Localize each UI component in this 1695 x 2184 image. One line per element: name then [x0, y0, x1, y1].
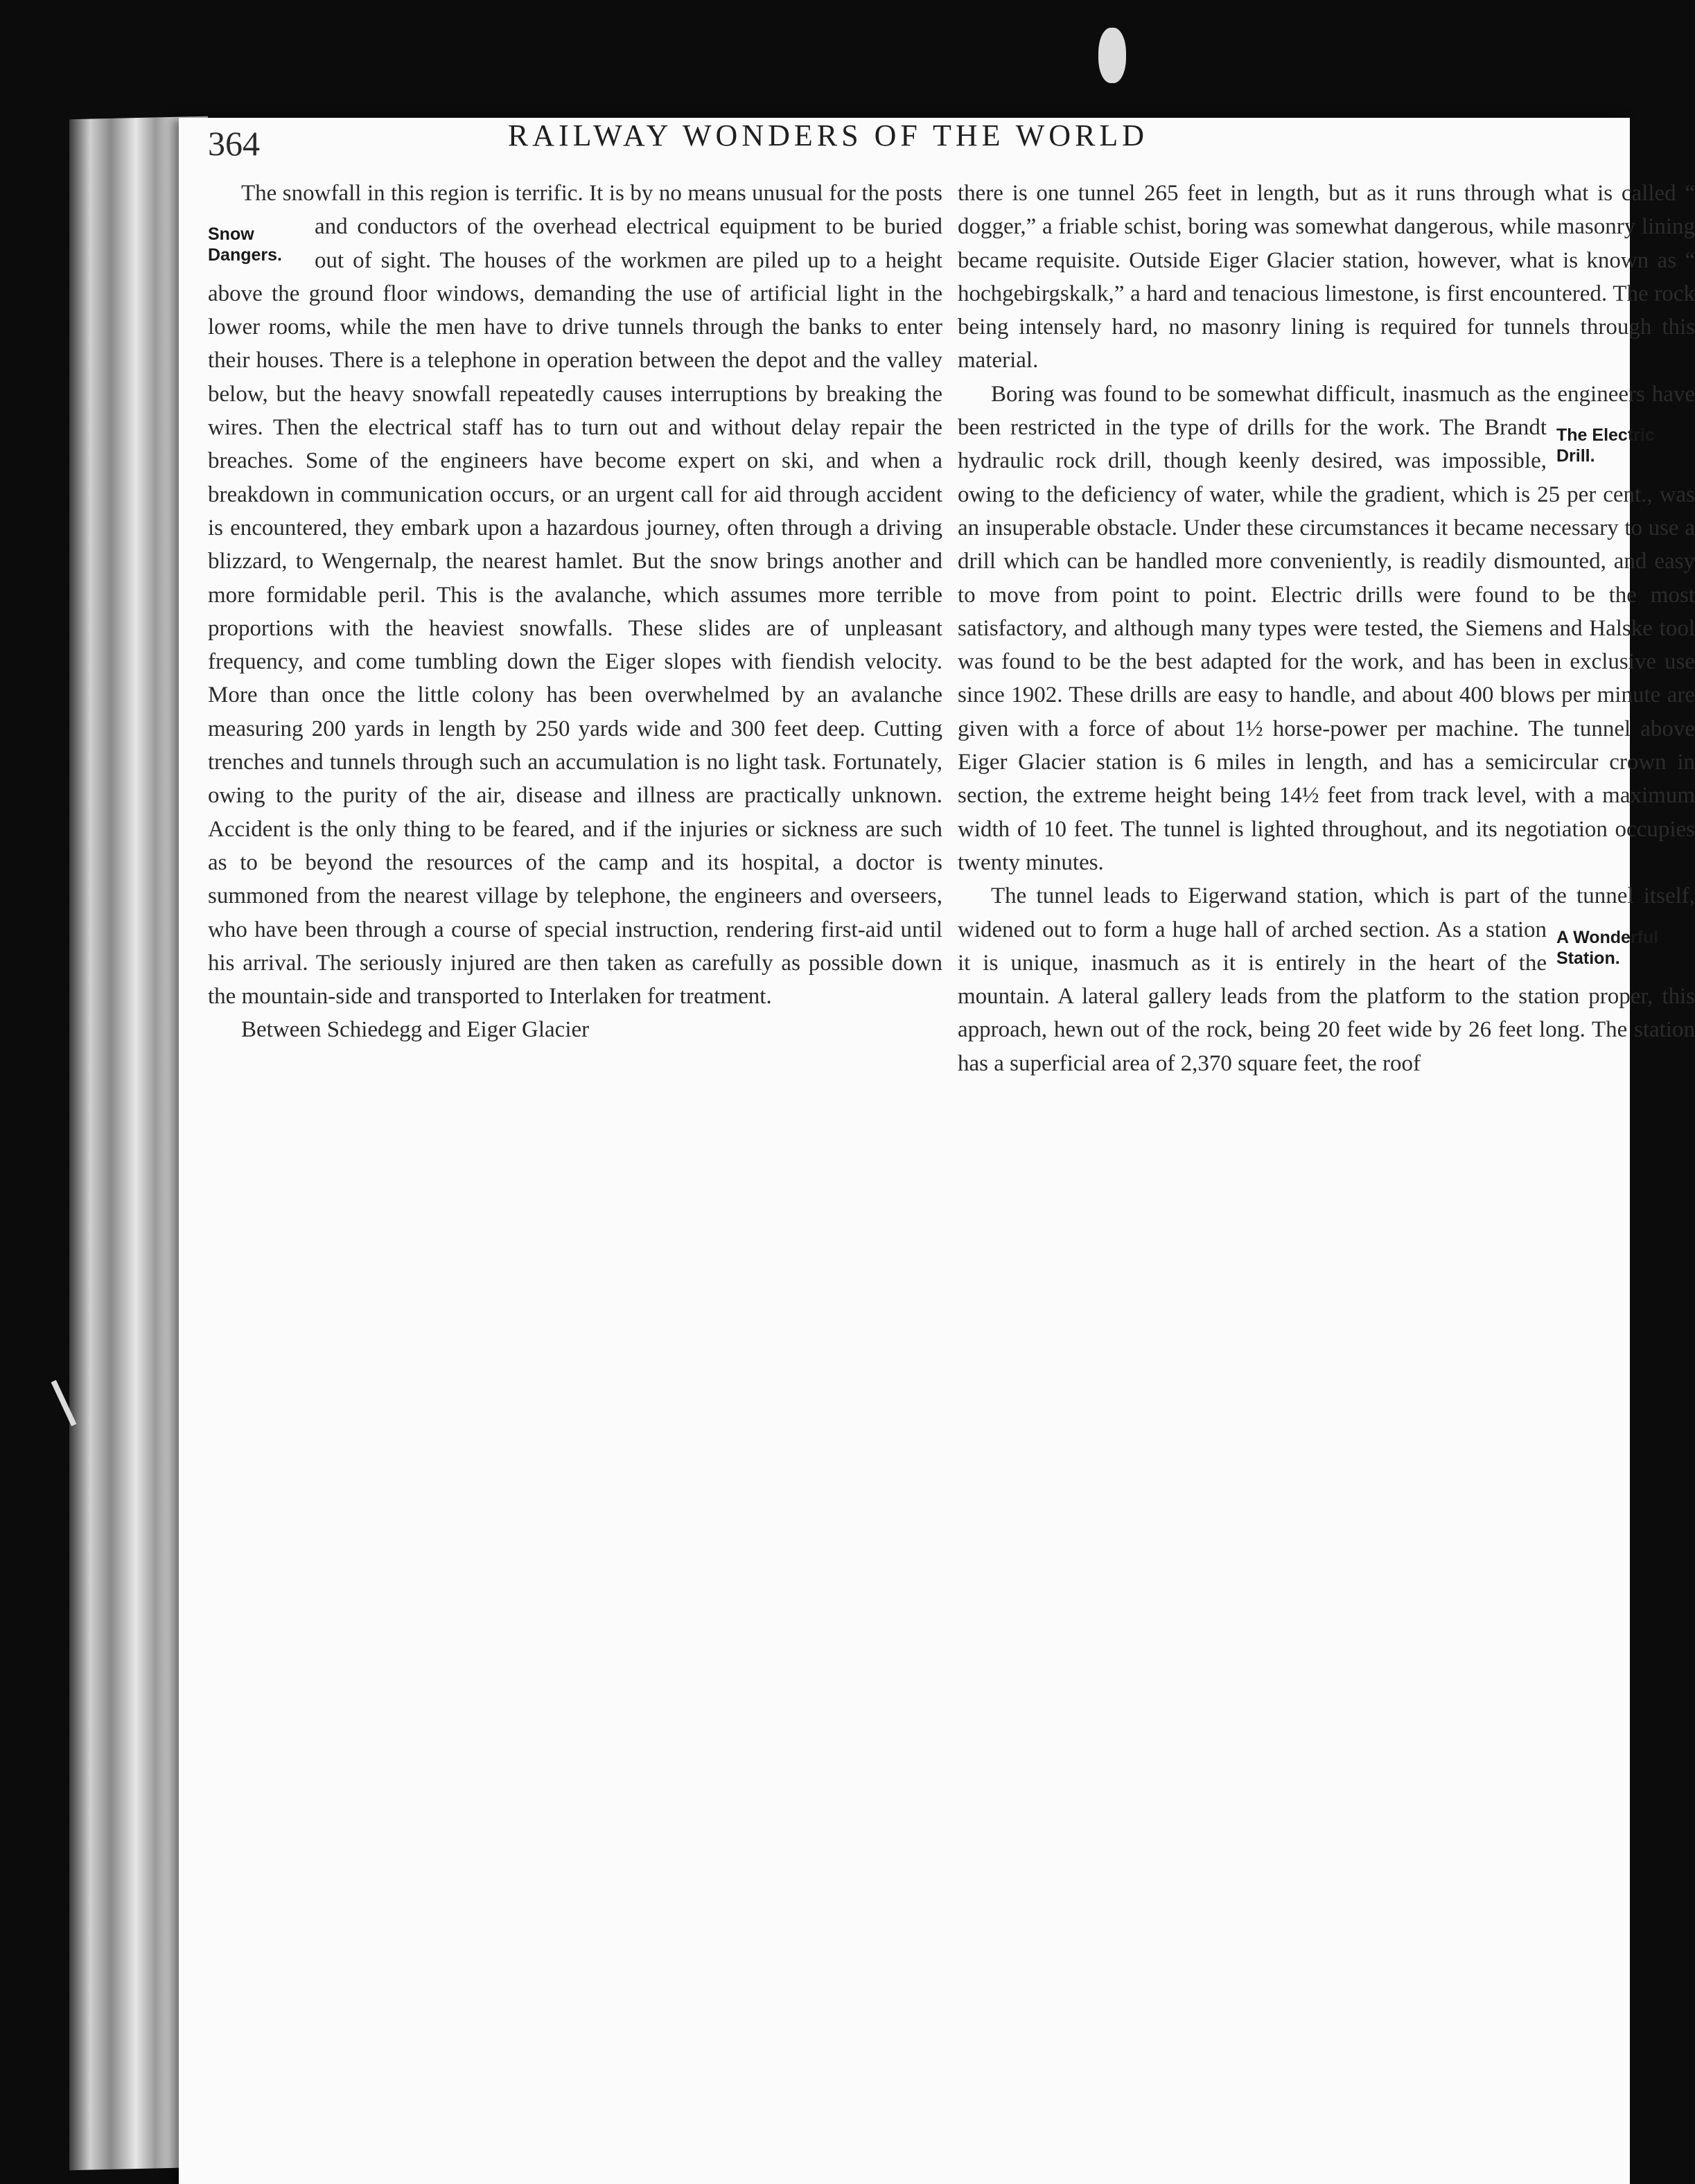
- running-title: RAILWAY WONDERS OF THE WORLD: [507, 118, 1149, 152]
- side-note-electric-drill: The Electric Drill.: [1556, 425, 1655, 466]
- right-paragraph-1: there is one tunnel 265 feet in length, but as it runs through what is called “ dogger,” a friable schist, boring was somewhat dangerous, while masonry lining became requisite. Outside Eiger Glacier station, however, what is known as “ hochgebirgskalk,” a hard and tenacious limestone, is first encountered. The rock being intensely hard, no masonry lining is required for tunnels through this material.: [958, 181, 1695, 373]
- page-header: [208, 104, 1289, 166]
- right-paragraph-2: [958, 378, 1695, 879]
- right-column: [958, 177, 1695, 1080]
- side-note-snow-dangers: Snow Dangers.: [208, 224, 282, 265]
- side-note-wonderful-station: A Wonderful Station.: [1556, 927, 1659, 968]
- left-paragraph-1-start: The snowfall in this region is terrific. It is by no means unusual for the posts: [241, 181, 942, 206]
- right-paragraph-2-rest: for the work. The Brandt hydraulic rock drill, though keenly desired, was impossible, owing to the deficiency of water, while the gradient, which is 25 per cent., was an insuperable obstacle. Under these circumstances it became necessary to use a drill which can be handled more conveniently, is readily dismounted, and easy to move from point to point. Electric drills were found to be the most satisfactory, and although many types were tested, the Siemens and Halske tool was found to be the best adapted for the work, and has been in exclusive use since 1902. These drills are easy to handle, and about 400 blows per minute are given with a force of about 1½ horse-power per machine. The tunnel above Eiger Glacier station is 6 miles in length, and has a semicircular crown in section, the extreme height being 14½ feet from track level, with a maximum width of 10 feet. The tunnel is lighted throughout, and its negotiation occupies twenty minutes.: [958, 415, 1695, 875]
- right-paragraph-3: [958, 879, 1695, 1080]
- left-paragraph-1-rest: and conductors of the overhead electrical equipment to be buried out of sight. The houses of the workmen are piled up to a height above the ground floor windows, demanding the use of artificial light in the lower rooms, while the men have to drive tunnels through the banks to enter their houses. There is a telephone in operation between the depot and the valley below, but the heavy snowfall repeatedly causes interruptions by breaking the wires. Then the electrical staff has to turn out and without delay repair the breaches. Some of the engineers have become expert on ski, and when a breakdown in communication occurs, or an urgent call for aid through accident is encountered, they embark upon a hazardous journey, often through a driving blizzard, to Wengernalp, the nearest hamlet. But the snow brings another and more formidable peril. This is the avalanche, which assumes more terrible proportions with the heaviest snowfalls. These slides are of unpleasant frequency, and come tumbling down the Eiger slopes with fiendish velocity. More than once the little colony has been overwhelmed by an avalanche measuring 200 yards in length by 250 yards wide and 300 feet deep. Cutting trenches and tunnels through such an accumulation is no light task. Fortunately, owing to the purity of the air, disease and illness are practically unknown. Accident is the only thing to be feared, and if the injuries or sickness are such as to be beyond the resources of the camp and its hospital, a doctor is summoned from the nearest village by telephone, the engineers and overseers, who have been through a course of special instruction, rendering first-aid until his arrival. The seriously injured are then taken as carefully as possible down the mountain-side and transported to Interlaken for treatment.: [208, 214, 942, 1010]
- left-column: [208, 177, 942, 1047]
- page-number: 364: [208, 124, 260, 163]
- right-paragraph-2-start: Boring was found to be somewhat difficult, inasmuch as the engineers have been restricted in the type of drills: [958, 381, 1695, 441]
- right-paragraph-3-start: The tunnel leads to Eigerwand station, which is part of the tunnel itself, widened: [958, 883, 1695, 942]
- left-paragraph-2: Between Schiedegg and Eiger Glacier: [241, 1017, 590, 1043]
- paper-speck: [1098, 28, 1126, 83]
- right-paragraph-3-rest: out to form a huge hall of arched section. As a station it is unique, inasmuch as it is entirely in the heart of the mountain. A lateral gallery leads from the platform to the station proper, this approach, hewn out of the rock, being 20 feet wide by 26 feet long. The station has a superficial area of 2,370 square feet, the roof: [958, 917, 1695, 1076]
- left-paragraph-1: [208, 177, 942, 1013]
